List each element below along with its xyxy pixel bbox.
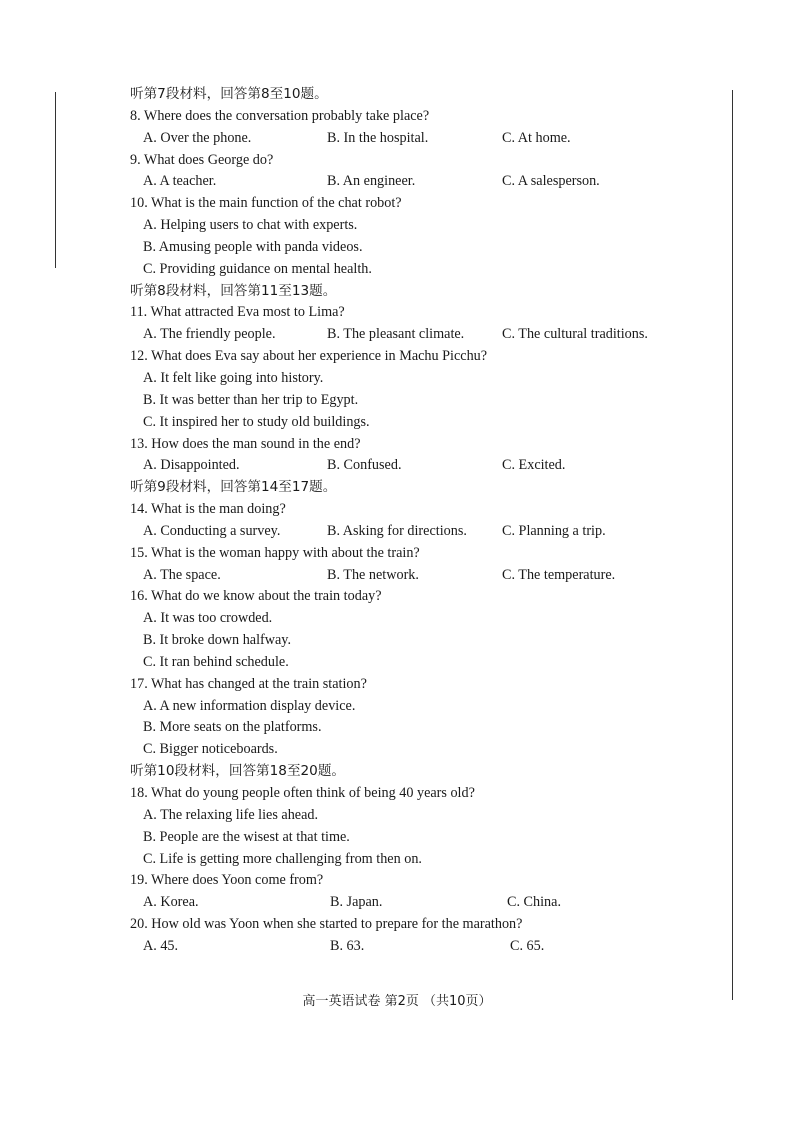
- options-row-13: [130, 455, 730, 477]
- option-11a: A. The friendly people.: [143, 326, 276, 343]
- option-15a: A. The space.: [143, 566, 221, 583]
- option-12a: A. It felt like going into history.: [143, 369, 324, 386]
- option-9a: A. A teacher.: [143, 173, 217, 190]
- question-12: 12. What does Eva say about her experience in Machu Picchu?: [130, 348, 488, 365]
- question-11: 11. What attracted Eva most to Lima?: [130, 304, 345, 321]
- section-heading-7: 听第7段材料，回答第8至10题。: [130, 86, 328, 102]
- option-14c: C. Planning a trip.: [502, 522, 606, 539]
- options-row-14: [130, 521, 730, 543]
- option-13b: B. Confused.: [327, 457, 402, 474]
- option-13c: C. Excited.: [502, 457, 566, 474]
- question-10: 10. What is the main function of the chat robot?: [130, 195, 402, 212]
- left-margin-line: [55, 92, 56, 268]
- option-18b: B. People are the wisest at that time.: [143, 828, 350, 845]
- question-9: 9. What does George do?: [130, 151, 274, 168]
- exam-content: [130, 84, 730, 958]
- option-10c: C. Providing guidance on mental health.: [143, 260, 372, 277]
- option-12c: C. It inspired her to study old buildings.: [143, 413, 370, 430]
- option-10b: B. Amusing people with panda videos.: [143, 238, 363, 255]
- option-8c: C. At home.: [502, 129, 571, 146]
- section-heading-8: 听第8段材料，回答第11至13题。: [130, 282, 337, 299]
- option-11c: C. The cultural traditions.: [502, 326, 648, 343]
- question-16: 16. What do we know about the train today?: [130, 588, 382, 605]
- option-9c: C. A salesperson.: [502, 173, 600, 190]
- option-19c: C. China.: [507, 894, 561, 911]
- question-18: 18. What do young people often think of being 40 years old?: [130, 785, 475, 801]
- option-18c: C. Life is getting more challenging from then on.: [143, 850, 422, 867]
- question-15: 15. What is the woman happy with about the train?: [130, 544, 420, 561]
- option-15c: C. The temperature.: [502, 566, 616, 583]
- option-8b: B. In the hospital.: [327, 129, 429, 146]
- options-row-19: [130, 892, 730, 914]
- option-12b: B. It was better than her trip to Egypt.: [143, 391, 359, 408]
- option-16b: B. It broke down halfway.: [143, 632, 292, 649]
- section-heading-10: 听第10段材料，回答第18至20题。: [130, 763, 346, 780]
- option-15b: B. The network.: [327, 566, 419, 583]
- option-11b: B. The pleasant climate.: [327, 326, 465, 343]
- option-10a: A. Helping users to chat with experts.: [143, 217, 358, 234]
- option-20a: A. 45.: [143, 937, 179, 954]
- option-14a: A. Conducting a survey.: [143, 522, 281, 539]
- options-row-11: [130, 324, 730, 346]
- option-13a: A. Disappointed.: [143, 457, 240, 474]
- question-19: 19. Where does Yoon come from?: [130, 872, 324, 889]
- option-19b: B. Japan.: [330, 894, 383, 911]
- option-14b: B. Asking for directions.: [327, 522, 467, 539]
- option-19a: A. Korea.: [143, 894, 199, 911]
- option-16a: A. It was too crowded.: [143, 610, 273, 627]
- question-8: 8. Where does the conversation probably take place?: [130, 107, 430, 124]
- question-20: 20. How old was Yoon when she started to prepare for the marathon?: [130, 916, 523, 933]
- options-row-9: [130, 171, 730, 193]
- option-20c: C. 65.: [510, 937, 545, 954]
- option-17b: B. More seats on the platforms.: [143, 719, 322, 736]
- option-8a: A. Over the phone.: [143, 129, 252, 146]
- options-row-20: [130, 936, 730, 958]
- option-20b: B. 63.: [330, 937, 365, 954]
- question-17: 17. What has changed at the train station?: [130, 675, 367, 692]
- section-heading-9: 听第9段材料，回答第14至17题。: [130, 479, 337, 496]
- option-17a: A. A new information display device.: [143, 697, 356, 714]
- option-17c: C. Bigger noticeboards.: [143, 741, 278, 758]
- option-16c: C. It ran behind schedule.: [143, 653, 289, 670]
- options-row-8: [130, 128, 730, 150]
- right-margin-line: [732, 90, 733, 1000]
- page-footer: 高一英语试卷 第2页 （共10页）: [302, 994, 492, 1009]
- question-14: 14. What is the man doing?: [130, 501, 286, 518]
- option-18a: A. The relaxing life lies ahead.: [143, 806, 319, 823]
- options-row-15: [130, 565, 730, 587]
- question-13: 13. How does the man sound in the end?: [130, 435, 361, 452]
- option-9b: B. An engineer.: [327, 173, 416, 190]
